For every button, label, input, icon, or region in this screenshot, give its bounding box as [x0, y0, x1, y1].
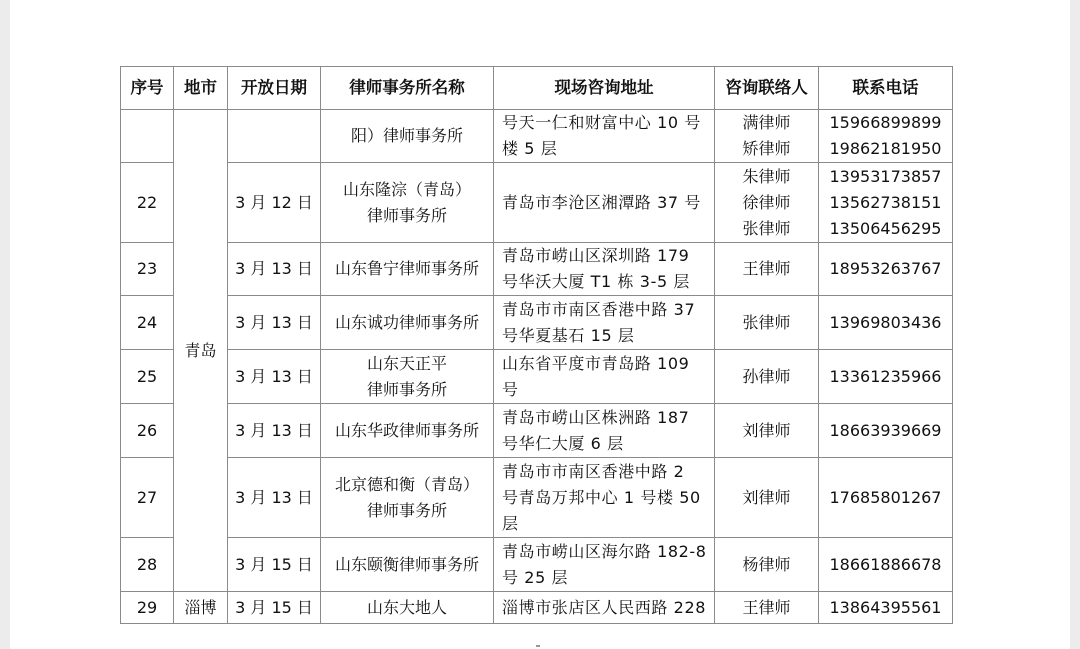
row-phone: 18663939669	[819, 404, 953, 458]
row-firm: 山东诚功律师事务所	[321, 296, 494, 350]
row-contact: 满律师 矫律师	[715, 110, 819, 163]
table-row	[121, 350, 953, 404]
row-index: 22	[121, 163, 174, 243]
row-phone: 13969803436	[819, 296, 953, 350]
row-firm: 山东华政律师事务所	[321, 404, 494, 458]
row-contact: 孙律师	[715, 350, 819, 404]
row-index: 24	[121, 296, 174, 350]
header-city: 地市	[174, 67, 228, 110]
row-index: 25	[121, 350, 174, 404]
row-contact: 王律师	[715, 592, 819, 624]
row-phone: 13953173857 13562738151 13506456295	[819, 163, 953, 243]
table-row	[121, 538, 953, 592]
row-contact: 张律师	[715, 296, 819, 350]
row-phone: 15966899899 19862181950	[819, 110, 953, 163]
law-firm-table	[120, 66, 953, 624]
row-date: 3 月 13 日	[228, 350, 321, 404]
row-phone: 13361235966	[819, 350, 953, 404]
row-firm: 阳）律师事务所	[321, 110, 494, 163]
row-date: 3 月 12 日	[228, 163, 321, 243]
table-row	[121, 110, 953, 163]
header-firm-name: 律师事务所名称	[321, 67, 494, 110]
row-firm: 山东大地人	[321, 592, 494, 624]
row-date: 3 月 15 日	[228, 538, 321, 592]
row-address: 青岛市市南区香港中路 2 号青岛万邦中心 1 号楼 50 层	[494, 458, 715, 538]
row-address: 山东省平度市青岛路 109 号	[494, 350, 715, 404]
page-mark	[536, 645, 540, 647]
header-index: 序号	[121, 67, 174, 110]
row-index: 27	[121, 458, 174, 538]
row-date	[228, 110, 321, 163]
row-phone: 18661886678	[819, 538, 953, 592]
row-contact: 王律师	[715, 243, 819, 296]
row-firm: 山东颐衡律师事务所	[321, 538, 494, 592]
row-address: 青岛市市南区香港中路 37 号华夏基石 15 层	[494, 296, 715, 350]
row-firm: 山东天正平 律师事务所	[321, 350, 494, 404]
row-firm: 北京德和衡（青岛） 律师事务所	[321, 458, 494, 538]
row-address: 青岛市崂山区深圳路 179 号华沃大厦 T1 栋 3-5 层	[494, 243, 715, 296]
table-header-row	[121, 67, 953, 110]
table-row	[121, 296, 953, 350]
row-index	[121, 110, 174, 163]
row-contact: 朱律师 徐律师 张律师	[715, 163, 819, 243]
row-index: 28	[121, 538, 174, 592]
row-address: 青岛市李沧区湘潭路 37 号	[494, 163, 715, 243]
table-row	[121, 163, 953, 243]
row-date: 3 月 13 日	[228, 458, 321, 538]
row-address: 号天一仁和财富中心 10 号 楼 5 层	[494, 110, 715, 163]
table-row	[121, 592, 953, 624]
city-cell: 淄博	[174, 592, 228, 624]
row-index: 29	[121, 592, 174, 624]
row-address: 青岛市崂山区海尔路 182-8 号 25 层	[494, 538, 715, 592]
row-contact: 刘律师	[715, 404, 819, 458]
row-phone: 18953263767	[819, 243, 953, 296]
header-phone: 联系电话	[819, 67, 953, 110]
row-firm: 山东隆淙（青岛） 律师事务所	[321, 163, 494, 243]
header-address: 现场咨询地址	[494, 67, 715, 110]
row-date: 3 月 13 日	[228, 243, 321, 296]
row-phone: 17685801267	[819, 458, 953, 538]
row-firm: 山东鲁宁律师事务所	[321, 243, 494, 296]
row-contact: 杨律师	[715, 538, 819, 592]
table-row	[121, 243, 953, 296]
header-contact: 咨询联络人	[715, 67, 819, 110]
header-open-date: 开放日期	[228, 67, 321, 110]
row-contact: 刘律师	[715, 458, 819, 538]
row-phone: 13864395561	[819, 592, 953, 624]
table-row	[121, 458, 953, 538]
row-address: 淄博市张店区人民西路 228	[494, 592, 715, 624]
city-cell: 青岛	[174, 110, 228, 592]
table-row	[121, 404, 953, 458]
row-index: 23	[121, 243, 174, 296]
row-date: 3 月 13 日	[228, 296, 321, 350]
row-address: 青岛市崂山区株洲路 187 号华仁大厦 6 层	[494, 404, 715, 458]
row-index: 26	[121, 404, 174, 458]
row-date: 3 月 15 日	[228, 592, 321, 624]
row-date: 3 月 13 日	[228, 404, 321, 458]
